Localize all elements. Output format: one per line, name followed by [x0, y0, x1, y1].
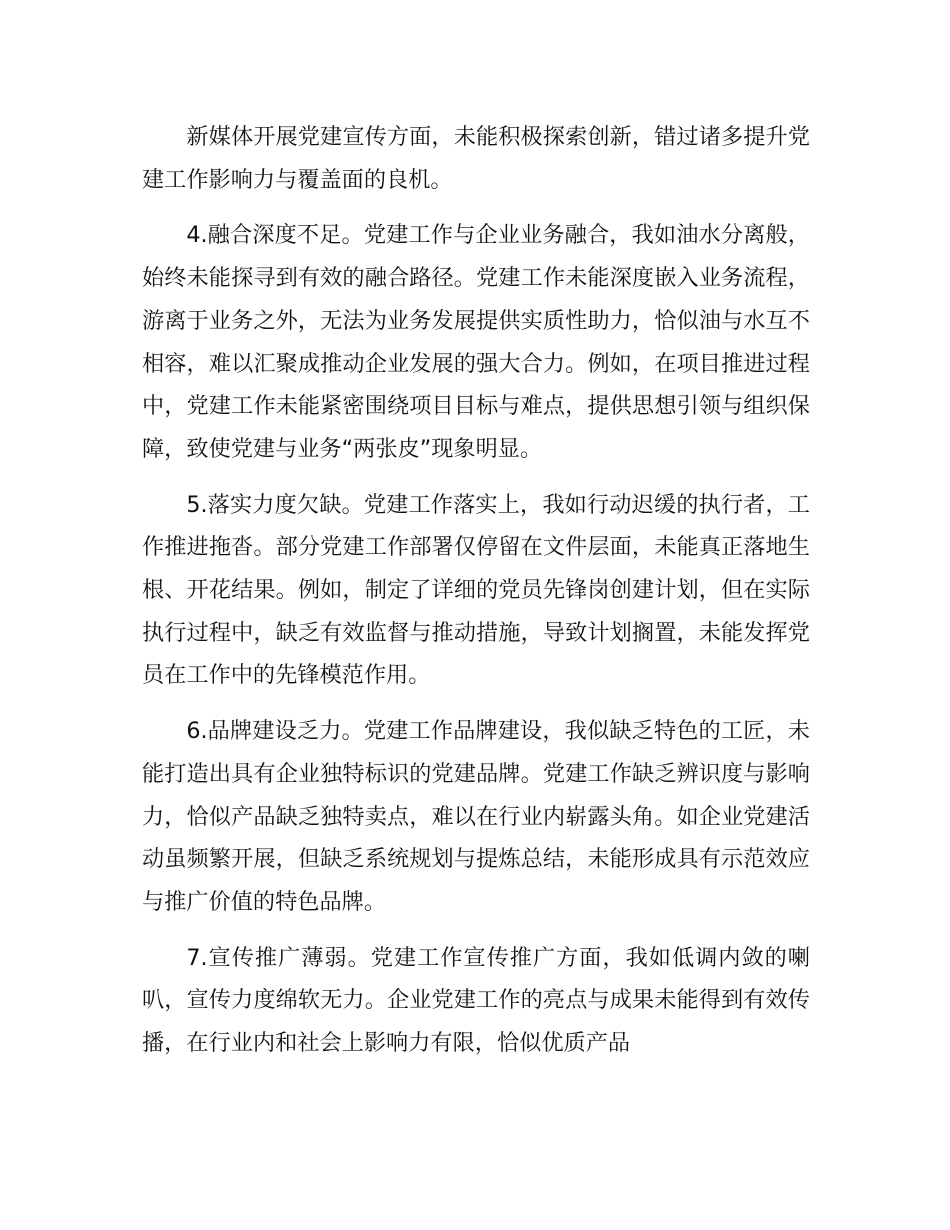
document-page: [142, 116, 810, 1078]
paragraph-item-5: 5.落实力度欠缺。党建工作落实上，我如行动迟缓的执行者，工作推进拖沓。部分党建工作部署仅停留在文件层面，未能真正落地生根、开花结果。例如，制定了详细的党员先锋岗创建计划，但在实际执行过程中，缺乏有效监督与推动措施，导致计划搁置，未能发挥党员在工作中的先锋模范作用。: [142, 491, 810, 689]
paragraph-item-6: 6.品牌建设乏力。党建工作品牌建设，我似缺乏特色的工匠，未能打造出具有企业独特标识的党建品牌。党建工作缺乏辨识度与影响力，恰似产品缺乏独特卖点，难以在行业内崭露头角。如企业党建活动虽频繁开展，但缺乏系统规划与提炼总结，未能形成具有示范效应与推广价值的特色品牌。: [142, 718, 810, 915]
paragraph-continuation: 新媒体开展党建宣传方面，未能积极探索创新，错过诸多提升党建工作影响力与覆盖面的良机。: [142, 124, 810, 193]
paragraph-item-4: 4.融合深度不足。党建工作与企业业务融合，我如油水分离般，始终未能探寻到有效的融合路径。党建工作未能深度嵌入业务流程，游离于业务之外，无法为业务发展提供实质性助力，恰似油与水互不相容，难以汇聚成推动企业发展的强大合力。例如，在项目推进过程中，党建工作未能紧密围绕项目目标与难点，提供思想引领与组织保障，致使党建与业务“两张皮”现象明显。: [142, 222, 810, 462]
paragraph-item-7: 7.宣传推广薄弱。党建工作宣传推广方面，我如低调内敛的喇叭，宣传力度绵软无力。企业党建工作的亮点与成果未能得到有效传播，在行业内和社会上影响力有限，恰似优质产品: [142, 944, 810, 1057]
